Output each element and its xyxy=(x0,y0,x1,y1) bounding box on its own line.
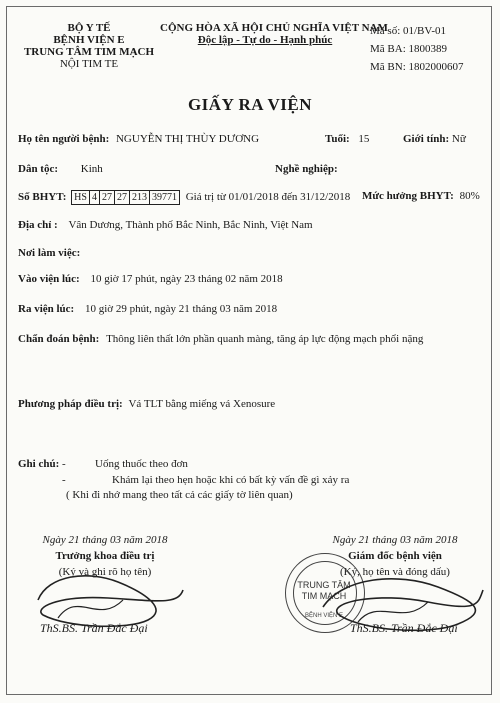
ministry-name: BỘ Y TẾ xyxy=(67,22,111,34)
ethnicity-label: Dân tộc: xyxy=(18,163,59,175)
right-sign-date: Ngày 21 tháng 03 năm 2018 xyxy=(332,534,458,546)
insurance-cell: 27 xyxy=(100,191,115,204)
age-row xyxy=(325,133,369,145)
address-row xyxy=(18,219,313,231)
benefit-row xyxy=(362,190,480,202)
patient-name: NGUYỄN THỊ THÙY DƯƠNG xyxy=(115,133,260,145)
insurance-number-box xyxy=(71,190,180,205)
insurance-cell: 4 xyxy=(90,191,100,204)
national-motto: Độc lập - Tự do - Hạnh phúc xyxy=(197,34,333,46)
republic-name: CỘNG HÒA XÃ HỘI CHỦ NGHĨA VIỆT NAM xyxy=(160,22,388,34)
stamp-line-1: TRUNG TÂM xyxy=(297,580,351,590)
notes-label: Ghi chú: xyxy=(18,458,60,470)
gender-value: Nữ xyxy=(451,133,466,145)
insurance-cell: 213 xyxy=(130,191,150,204)
right-sign-note: (Ký, họ tên và đóng dấu) xyxy=(340,566,450,578)
right-sign-title: Giám đốc bệnh viện xyxy=(348,550,442,562)
stamp-bottom-text: BỆNH VIỆN E xyxy=(304,613,343,619)
patient-name-label: Họ tên người bệnh: xyxy=(18,133,110,145)
treatment-label: Phương pháp điều trị: xyxy=(18,398,123,410)
age-value: 15 xyxy=(358,133,370,145)
ethnicity-row xyxy=(18,163,103,175)
note-item-1: Uống thuốc theo đơn xyxy=(95,458,188,470)
note-item-2: Khám lại theo hẹn hoặc khi có bất kỳ vấn đề gì xảy ra xyxy=(112,474,350,486)
document-title: GIẤY RA VIỆN xyxy=(187,95,313,114)
insurance-row xyxy=(18,190,350,205)
admission-value: 10 giờ 17 phút, ngày 23 tháng 02 năm 2018 xyxy=(90,273,283,285)
stamp-line-2: TIM MẠCH xyxy=(301,591,347,601)
patient-code: Mã BN: 1802000607 xyxy=(370,61,464,73)
header-center xyxy=(160,22,388,46)
ethnicity-value: Kinh xyxy=(80,163,103,175)
insurance-label: Số BHYT: xyxy=(18,191,67,204)
left-sign-title: Trưởng khoa điều trị xyxy=(55,550,155,562)
job-label: Nghề nghiệp: xyxy=(275,163,338,175)
admission-row xyxy=(18,273,283,285)
address-value: Vân Dương, Thành phố Bắc Ninh, Bắc Ninh, Việt Nam xyxy=(68,219,313,231)
diagnosis-value: Thông liên thất lớn phần quanh màng, tăng áp lực động mạch phổi nặng xyxy=(106,333,424,345)
left-sign-date: Ngày 21 tháng 03 năm 2018 xyxy=(42,534,168,546)
insurance-cell: 39771 xyxy=(151,192,177,203)
notes-dash-2: - xyxy=(62,474,66,486)
department-name: NỘI TIM TE xyxy=(59,58,119,70)
address-label: Địa chỉ : xyxy=(18,219,58,231)
header-left xyxy=(14,22,164,70)
left-signer-name: ThS.BS. Trần Đắc Đại xyxy=(40,621,148,635)
treatment-row xyxy=(18,398,275,410)
hospital-name: BỆNH VIỆN E xyxy=(53,34,125,46)
gender-row xyxy=(403,133,466,145)
header-right xyxy=(370,22,464,76)
notes-dash-1: - xyxy=(62,458,66,470)
admission-label: Vào viện lúc: xyxy=(18,273,80,285)
insurance-validity: Giá trị từ 01/01/2018 đến 31/12/2018 xyxy=(185,191,351,204)
diagnosis-label: Chẩn đoán bệnh: xyxy=(18,333,100,345)
left-sign-note: (Ký và ghi rõ họ tên) xyxy=(58,566,152,578)
benefit-label: Mức hưởng BHYT: xyxy=(362,190,454,202)
benefit-value: 80% xyxy=(459,190,480,202)
treatment-value: Vá TLT bằng miếng vá Xenosure xyxy=(128,398,276,410)
insurance-cell: HS xyxy=(72,191,90,204)
note-item-3: ( Khi đi nhớ mang theo tất cả các giấy tờ liên quan) xyxy=(66,489,293,501)
form-code: Mã số: 01/BV-01 xyxy=(370,25,446,37)
workplace-label: Nơi làm việc: xyxy=(18,247,81,259)
right-signer-name: ThS.BS. Trần Đắc Đại xyxy=(350,621,458,635)
gender-label: Giới tính: xyxy=(403,133,450,145)
age-label: Tuổi: xyxy=(325,133,350,145)
diagnosis-row xyxy=(18,333,423,345)
insurance-cell: 27 xyxy=(115,191,130,204)
discharge-row xyxy=(18,303,277,315)
discharge-label: Ra viện lúc: xyxy=(18,303,75,315)
patient-name-row xyxy=(18,133,259,145)
discharge-value: 10 giờ 29 phút, ngày 21 tháng 03 năm 2018 xyxy=(84,303,278,315)
record-code: Mã BA: 1800389 xyxy=(370,43,447,55)
center-name: TRUNG TÂM TIM MẠCH xyxy=(23,46,155,58)
